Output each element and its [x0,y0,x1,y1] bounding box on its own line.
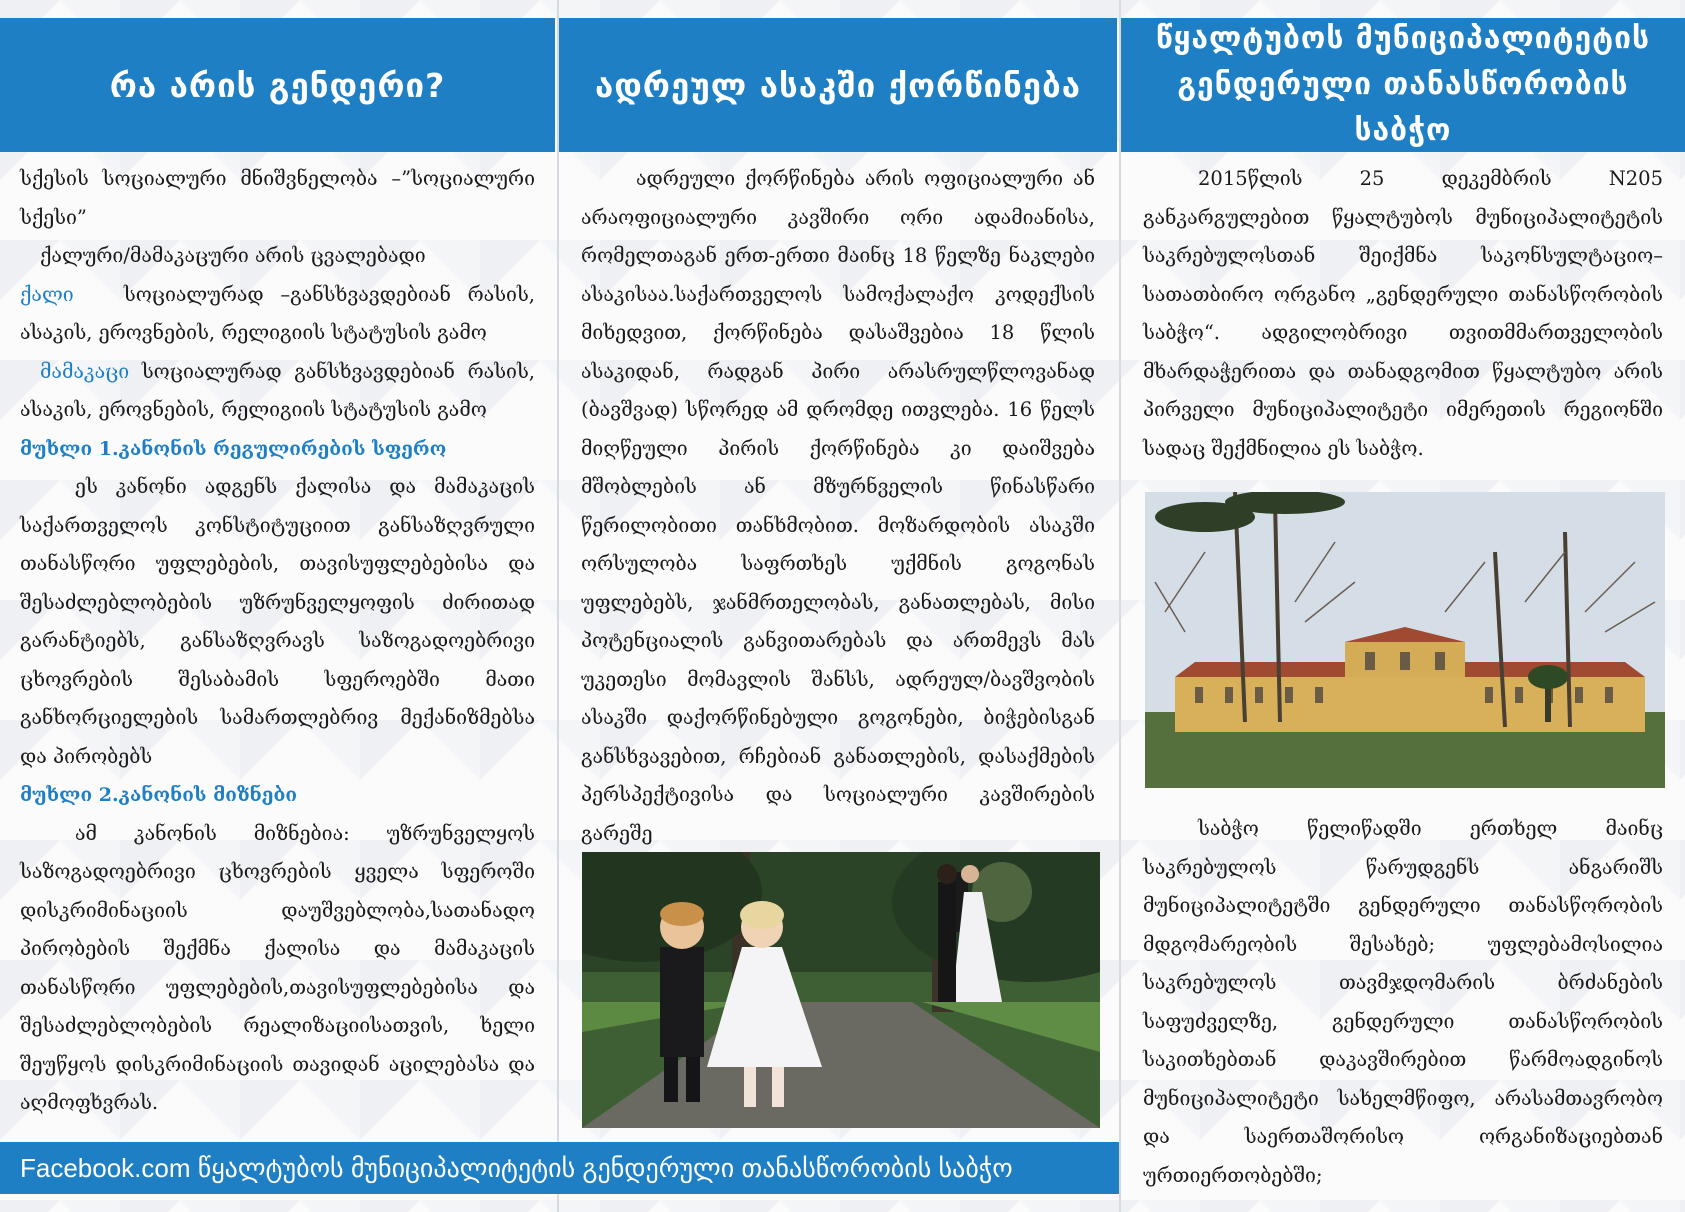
panel-gender [0,0,555,1212]
wedding-photo [582,852,1100,1128]
highlight-word: ქალი [20,282,74,306]
paragraph: ადრეული ქორწინება არის ოფიციალური ან არაოფიციალური კავშირი ორი ადამიანისა, რომელთაგან ერთ-ერთი მაინც 18 წელზე ნაკლები ასაკისაა.საქართველოს სამოქალაქო კოდექსის მიხედვით, ქორწინება დასაშვებია 18 წლის ასაკიდან, რადგან პირი არასრულწლოვანად (ბავშვად) სწორედ ამ დრომდე ითვლება. 16 წელს მიღწეული პირის ქორწინება კი დაიშვება მშობლების ან მზურნველის წინასწარი წერილობითი თანხმობით. მოზარდობის ასაკში ორსულობა საფრთხეს უქმნის გოგონას უფლებებს, ჯანმრთელობას, განათლებას, მისი პოტენციალის განვითარებას და ართმევს მას უკეთესი მომავლის შანსს, ადრეულ/ბავშვობის ასაკში დაქორწინებული გოგონები, ბიჭებისგან განსხვავებით, რჩებიან განათლების, დასაქმების პერსპექტივისა და სოციალური კავშირების გარეშე [581,167,1095,845]
panel-gender-council [1119,0,1685,1212]
paragraph: ქალური/მამაკაცური არის ცვალებადი [40,244,426,267]
paragraph: საბჭო წელიწადში ერთხელ მაინც საკრებულოს წარუდგენს ანგარიშს მუნიციპალიტეტში გენდერული თანასწორობის მდგომარეობის შესახებ; უფლებამოსილია საკრებულოს თავმჯდომარის ბრძანების საფუძველზე, გენდერული თანასწორობის საკითხებთან დაკავშირებით წარმოადგინოს მუნიციპალიტეტი სახელმწიფო, არასამთავრობო და საერთაშორისო ორგანიზაციებთან ურთიერთობებში; [1143,817,1663,1187]
panel-title: ადრეულ ასაკში ქორწინება [559,18,1117,152]
paragraph [20,276,535,353]
section-heading: მუხლი 1.კანონის რეგულირების სფერო [20,437,447,460]
paragraph-text: სოციალურად განსხვავდებიან რასის, ასაკის, ეროვნების, რელიგიის სტატუსის გამო [20,359,535,421]
facebook-footer: Facebook.com წყალტუბოს მუნიციპალიტეტის გენდერული თანასწორობის საბჭო [0,1142,1119,1194]
paragraph: ამ კანონის მიზნებია: უზრუნველყოს საზოგადოებრივი ცხოვრების ყველა სფეროში დისკრიმინაციის დაუშვებლობა,სათანადო პირობების შექმნა ქალისა და მამაკაცის თანასწორი უფლებების,თავისუფლებებისა და შესაძლებლობების რეალიზაციისათვის, ხელი შეუწყოს დისკრიმინაციის თავიდან აცილებასა და აღმოფხვრას. [20,821,535,1114]
panel-title: რა არის გენდერი? [0,18,555,152]
wedding-photo-illustration [582,852,1100,1128]
paragraph [20,353,535,430]
panel-body [20,160,535,1123]
paragraph: სქესის სოციალური მნიშვნელობა –”სოციალური სქესი” [20,167,535,229]
building-photo-illustration [1145,492,1665,788]
paragraph: 2015წლის 25 დეკემბრის N205 განკარგულებით წყალტუბოს მუნიციპალიტეტის საკრებულოსთან შეიქმნა საკონსულტაციო–სათათბირო ორგანო „გენდერული თანასწორობის საბჭო“. ადგილობრივი თვითმმართველობის მხარდაჭერითა და თანადგომით წყალტუბო არის პირველი მუნიციპალიტეტი იმერეთის რეგიონში სადაც შექმნილია ეს საბჭო. [1143,167,1663,460]
panel-title: წყალტუბოს მუნიციპალიტეტის გენდერული თანასწორობის საბჭო [1121,18,1685,152]
panel-body-intro [1143,160,1663,468]
panel-body [581,160,1095,853]
panel-early-marriage [557,0,1117,1212]
highlight-word: მამაკაცი [40,359,130,383]
section-heading: მუხლი 2.კანონის მიზნები [20,784,297,806]
paragraph: ეს კანონი ადგენს ქალისა და მამაკაცის საქართველოს კონსტიტუციით განსაზღვრული თანასწორი უფლებების, თავისუფლებებისა და შესაძლებლობების უზრუნველყოფის ძირითად გარანტიებს, განსაზღვრავს საზოგადოებრივი ცხოვრების შესაბამის სფეროებში მათი განხორციელების სამართლებრივ მექანიზმებსა და პირობებს [20,475,535,768]
municipality-building-photo [1145,492,1665,788]
panel-body-duties [1143,810,1663,1195]
paragraph-text: სოციალურად –განსხვავდებიან რასის, ასაკის, ეროვნების, რელიგიის სტატუსის გამო [20,282,535,344]
